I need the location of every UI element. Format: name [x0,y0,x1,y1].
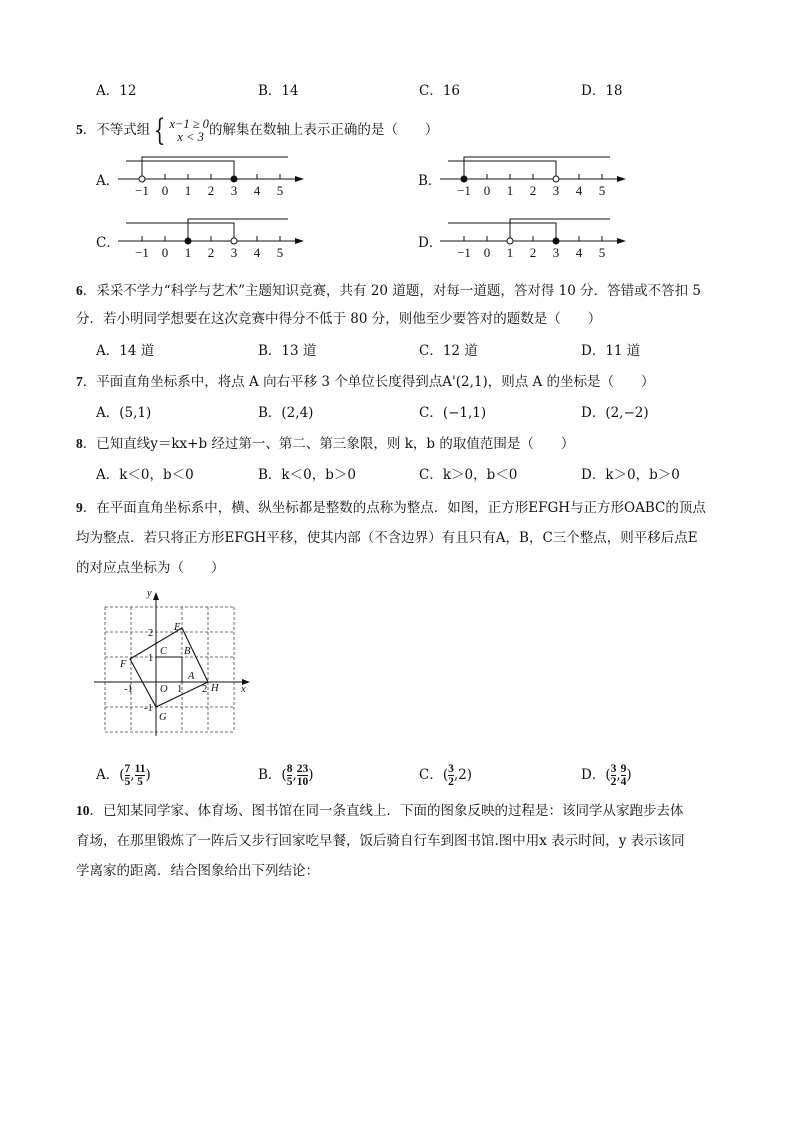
tick-label: 1 [506,183,514,198]
tick-label: 0 [483,245,491,260]
q5-system [169,118,209,144]
q8-option-c: C．k＞0，b＜0 [419,467,518,483]
q9-option-a-frac1 [125,763,131,788]
q8-option-a: A．k＜0，b＜0 [96,467,194,483]
q10-line3: 学离家的距离．结合图象给出下列结论： [76,863,319,879]
q7-option-c: C．(−1,1) [419,405,487,421]
q8-text: ．已知直线y＝kx+b 经过第一、第二、第三象限，则 k，b 的取值范围是（ ） [82,436,575,452]
q9-option-c-frac1-den: 2 [448,776,454,788]
tick-label: 4 [575,245,583,260]
q9-option-a-frac2-den: 5 [135,775,146,788]
q10-number: 10 [76,803,90,818]
q5-ineq1: x−1 ≥ 0 [169,116,209,131]
tick-label: −1 [135,183,149,198]
q9-tick-x-2: 2 [202,684,208,695]
tick-label: 1 [184,183,192,198]
q9-label-e: E [174,622,181,633]
q9-line1 [76,499,706,517]
q9-number: 9 [76,500,83,515]
q9-line3: 的对应点坐标为（ ） [76,560,225,576]
q5-stem [76,110,438,150]
q7-stem [76,373,655,391]
q9-option-c-frac1 [448,763,454,788]
q9-tick-y-neg1: -1 [144,703,153,714]
open-endpoint [553,176,559,182]
tick-label: −1 [135,245,149,260]
closed-endpoint [553,238,559,244]
tick-label: 5 [598,245,606,260]
q6-line1 [76,282,701,300]
q9-label-g: G [159,712,167,723]
q9-option-d-frac1 [611,763,617,788]
q9-label-h: H [211,683,219,694]
q9-label-y: y [147,588,152,599]
q9-label-o: O [160,684,168,695]
q9-y-arrow [153,592,159,600]
tick-label: 4 [253,245,261,260]
q5-numberline-c [118,214,318,264]
q9-option-b-frac2-den: 10 [296,776,309,788]
q6-option-a: A．14 道 [96,343,155,359]
q9-option-a-frac2-num: 11 [134,763,146,775]
q6-option-c: C．12 道 [419,343,478,359]
tick-label: 5 [276,245,284,260]
q9-option-a: A．($\frac{7}{5}$ $,\frac{11}{5}$ ) [96,763,151,788]
q9-option-d-frac2-num: 9 [620,763,627,775]
q9-option-b-frac2-num: 23 [296,763,309,775]
q8-option-d: D．k＞0，b＞0 [581,467,680,483]
q9-option-c: C．($\frac{3}{2}$ ,2) [419,763,473,788]
q9-option-d: D．($\frac{3}{2}$ $,\frac{9}{4}$ ) [581,763,632,788]
q9-tick-y-2: 2 [148,628,154,639]
q9-square-efgh [130,628,208,707]
axis-arrow [295,176,304,182]
ray-from-left-endpoint [188,219,288,241]
q4-option-c: C．16 [419,83,461,99]
q5-ineq2: x < 3 [177,129,204,144]
q9-option-b-frac1-num: 8 [286,763,293,775]
tick-label: 1 [184,245,192,260]
tick-label: 4 [575,183,583,198]
closed-endpoint [185,238,191,244]
q8-stem [76,435,574,453]
q9-option-c-label: C． [419,767,443,783]
q9-option-d-label: D． [581,767,606,783]
closed-endpoint [231,176,237,182]
q9-option-b: B．($\frac{8}{5}$ $,\frac{23}{10}$ ) [258,763,314,788]
q9-option-b-frac1-den: 5 [286,776,293,788]
q5-numberline-d [440,214,640,264]
q5-label-a: A． [96,173,120,189]
q7-option-d: D．(2,−2) [581,405,649,421]
open-endpoint [507,238,513,244]
q10-line2: 育场，在那里锻炼了一阵后又步行回家吃早餐，饭后骑自行车到图书馆.图中用x 表示时间，y 表示该同 [76,833,685,849]
tick-label: 4 [253,183,261,198]
q5-numberline-a [118,152,318,202]
q5-text-before: ．不等式组 [82,122,151,138]
tick-label: 2 [529,183,537,198]
tick-label: 3 [552,183,560,198]
q6-number: 6 [76,283,83,298]
q5-label-c: C． [96,235,120,251]
q9-label-f: F [120,659,127,670]
ray-from-left-endpoint [142,157,288,179]
tick-label: −1 [457,183,471,198]
axis-arrow [617,176,626,182]
open-endpoint [231,238,237,244]
tick-label: 3 [552,245,560,260]
tick-label: 0 [483,183,491,198]
closed-endpoint [461,176,467,182]
tick-label: 2 [207,245,215,260]
open-endpoint [139,176,145,182]
tick-label: 3 [230,183,238,198]
q5-label-b: B． [418,173,442,189]
q9-label-x: x [241,684,246,695]
q10-line1-text: ．已知某同学家、体育场、图书馆在同一条直线上．下面的图象反映的过程是：该同学从家跑步去体 [89,803,684,819]
q6-line1-text: ．采采不学力“科学与艺术”主题知识竞赛，共有 20 道题，对每一道题，答对得 10 分．答错或不答扣 5 [82,283,701,299]
tick-label: 2 [207,183,215,198]
q7-option-a: A．(5,1) [96,405,152,421]
ray-from-left-endpoint [510,219,610,241]
tick-label: 5 [276,183,284,198]
q8-number: 8 [76,436,83,451]
tick-label: −1 [457,245,471,260]
q9-label-a: A [188,671,195,682]
q6-option-d: D．11 道 [581,343,641,359]
q5-text-after: 的解集在数轴上表示正确的是（ ） [208,122,439,138]
tick-label: 5 [598,183,606,198]
q9-coordinate-figure [92,588,252,738]
q9-option-c-frac1-num: 3 [448,763,454,775]
q9-tick-y-1: 1 [148,653,154,664]
q9-option-a-frac1-den: 5 [124,776,131,788]
tick-label: 3 [230,245,238,260]
q7-number: 7 [76,374,83,389]
q4-option-d: D．18 [581,83,623,99]
tick-label: 0 [161,245,169,260]
q9-option-d-frac2 [621,763,627,788]
q6-line2: 分．若小明同学想要在这次竞赛中得分不低于 80 分，则他至少要答对的题数是（ ） [76,311,602,327]
q9-label-b: B [184,646,191,657]
q9-option-b-frac1 [287,763,293,788]
q9-option-a-frac2 [135,763,146,788]
q9-label-c: C [160,646,168,657]
tick-label: 1 [506,245,514,260]
q8-option-b: B．k＜0，b＞0 [258,467,356,483]
q9-option-d-frac2-den: 4 [620,776,627,788]
q9-option-d-frac1-den: 2 [610,776,617,788]
q7-option-b: B．(2,4) [258,405,314,421]
q5-brace: { [154,112,166,148]
q9-tick-x-1: 1 [177,684,183,695]
tick-label: 0 [161,183,169,198]
q5-numberline-b [440,152,640,202]
q9-option-a-label: A． [96,767,120,783]
q7-text: ．平面直角坐标系中，将点 A 向右平移 3 个单位长度得到点A'(2,1)，则点 A 的坐标是（ ） [82,374,655,390]
q9-option-b-frac2 [297,763,309,788]
q9-option-b-label: B． [258,767,282,783]
q9-option-a-frac1-num: 7 [124,763,131,775]
q9-tick-x-neg1: -1 [124,684,133,695]
axis-arrow [295,238,304,244]
q9-square-oabc [156,657,182,682]
q4-option-b: B．14 [258,83,299,99]
q5-label-d: D． [418,235,443,251]
q9-option-d-frac1-num: 3 [610,763,617,775]
q4-option-a: A．12 [96,83,137,99]
q9-line2: 均为整点．若只将正方形EFGH平移，使其内部（不含边界）有且只有A，B，C三个整点，则平移后点E [76,530,698,546]
axis-arrow [617,238,626,244]
q10-line1 [76,802,684,820]
q9-option-c-y: 2 [458,767,467,783]
tick-label: 2 [529,245,537,260]
q9-line1-text: ．在平面直角坐标系中，横、纵坐标都是整数的点称为整点．如图，正方形EFGH与正方形OABC的顶点 [82,500,706,516]
ray-from-left-endpoint [464,157,610,179]
q5-number: 5 [76,122,83,137]
q6-option-b: B．13 道 [258,343,317,359]
